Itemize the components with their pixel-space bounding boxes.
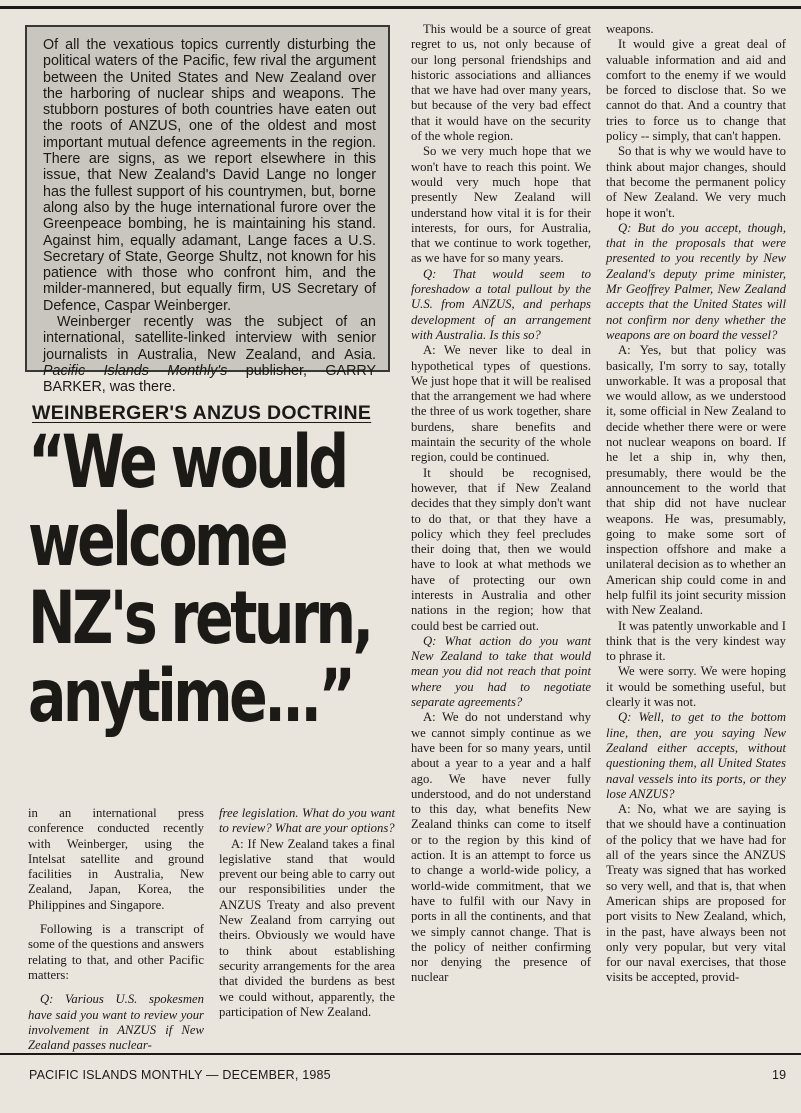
intro-publication-name: Pacific Islands Monthly's — [43, 362, 228, 379]
question: free legislation. What do you want to review? What are your options? — [219, 806, 395, 836]
paragraph: So we very much hope that we won't have to reach this point. We would very much hope that presently New Zealand will understand how vital it is for their interests, for ours, for Australia, that we continue to work together, as we have for so many years. — [411, 144, 591, 266]
article-column-3 — [411, 22, 591, 1048]
paragraph: It would give a great deal of valuable information and aid and comfort to the enemy if we would be forced to disclose that. So we cannot do that. And a country that tries to force us to change that policy -- simply, that can't happen. — [606, 37, 786, 144]
headline-line-3: NZ's return, — [28, 576, 371, 661]
article-column-4 — [606, 22, 786, 1048]
paragraph: This would be a source of great regret to us, not only because of our long personal friendships and historic associations and alliances that we have had over many years, but because of the very bad effect that it would have on the security of the whole region. — [411, 22, 591, 144]
intro-paragraph-1: Of all the vexatious topics currently disturbing the political waters of the Pacific, few rival the argument between the United States and New Zealand over the harboring of nuclear ships and weapons. The stubborn postures of both countries have eaten out the roots of ANZUS, one of the oldest and most important mutual defence agreements in the region. There are signs, as we report elsewhere in this issue, that New Zealand's David Lange no longer has the fullest support of his countrymen, but, borne along also by the huge international furore over the Greenpeace bombing, he is maintaining his stand. Against him, equally adamant, Lange faces a U.S. Secretary of State, George Shultz, not known for his patience with those who confront him, and the milder-mannered, but equally firm, US Secretary of Defence, Caspar Weinberger. — [43, 37, 376, 314]
question: Q: That would seem to foreshadow a total pullout by the U.S. from ANZUS, and perhaps development of an arrangement with Australia. Is this so? — [411, 266, 591, 342]
answer: A: Yes, but that policy was basically, I'm sorry to say, totally unworkable. It was a proposal that we would allow, as we understood it, some official in New Zealand to decide whether there were or were not nuclear weapons on board. If he let a ship in, why then, presumably, there would be the announcement to the world that that ship did not have nuclear weapons. He was, presumably, going to make some sort of inspection offshore and make a unilateral decision as to whether an American ship could come in and help fulfil its joint security mission with New Zealand. — [606, 343, 786, 618]
intro-text: Weinberger recently was the subject of an international, satellite-linked interview with senior journalists in Australia, New Zealand, and Asia. — [43, 314, 376, 363]
page-number: 19 — [772, 1068, 787, 1082]
paragraph: So that is why we would have to think about major changes, should that become the permanent policy of New Zealand. We very much hope it won't. — [606, 144, 786, 220]
paragraph: Following is a transcript of some of the questions and answers relating to that, and other Pacific matters: — [28, 922, 204, 982]
paragraph: weapons. — [606, 22, 654, 36]
bottom-rule — [0, 1053, 801, 1055]
intro-text-end: publisher, GARRY BARKER, was there. — [43, 362, 376, 396]
question: Q: What action do you want New Zealand to take that would mean you did not reach that point where you had to negotiate separate agreements? — [411, 633, 591, 710]
answer: A: If New Zealand takes a final legislative stand that would prevent our being able to carry out our responsibilities under the ANZUS Treaty and also prevent New Zealand from carrying out theirs. Obviously we would have to think about establishing security arrangements for the area that divided the burdens as best we could without, apparently, the participation of New Zealand. — [219, 836, 395, 1019]
answer: A: No, what we are saying is that we should have a continuation of the policy that we have had for all of the years since the ANZUS Treaty was signed that has worked so very well, and that is, that when American ships are proposed for port visits to New Zealand, which, in the past, have always been not only very popular, but very vital for our naval exercises, that those visits be accepted, provid- — [606, 802, 786, 985]
article-column-2 — [219, 806, 395, 1046]
headline-line-1: “We would — [28, 420, 346, 505]
paragraph: in an international press conference conducted recently with Weinberger, using the Intelsat satellite and ground facilities in Australia, New Zealand, Japan, Korea, the Philippines and Singapore. — [28, 806, 204, 912]
headline-line-4: anytime...” — [28, 654, 353, 739]
question: Q: But do you accept, though, that in the proposals that were presented to you recently by New Zealand's deputy prime minister, Mr Geoffrey Palmer, New Zealand accepts that the United States will not confirm nor deny whether the weapons are on board the vessel? — [606, 220, 786, 342]
answer: A: We do not understand why we cannot simply continue as we have been for so many years, until about a year to a year and a half ago. We have never fully understood, and do not understand to this day, what benefits New Zealand thinks can come to itself or to the region by this kind of action. It is an attempt to force us to change a world-wide policy, a world-wide commitment, that we have to fulfil with our Navy in ports in all the continents, and that we simply cannot change. That is the policy of neither confirming nor denying the presence of nuclear — [411, 710, 591, 985]
headline — [28, 420, 398, 739]
top-rule — [0, 6, 801, 9]
section-kicker: WEINBERGER'S ANZUS DOCTRINE — [32, 402, 372, 424]
answer: A: We never like to deal in hypothetical types of questions. We just hope that it will be realised that the arrangement we had where the three of us work together, share burdens, share benefits and maintain the security of the whole region, could be continued. — [411, 343, 591, 465]
article-column-1 — [28, 806, 204, 1053]
intro-paragraph-2 — [43, 314, 376, 395]
paragraph: We were sorry. We were hoping it would be something useful, but clearly it was not. — [606, 664, 786, 710]
footer-publication: PACIFIC ISLANDS MONTHLY — DECEMBER, 1985 — [29, 1068, 331, 1082]
question: Q: Various U.S. spokesmen have said you want to review your involvement in ANZUS if New Zealand passes nuclear- — [28, 992, 204, 1053]
question: Q: Well, to get to the bottom line, then, are you saying New Zealand either accepts, without questioning them, all United States naval vessels into its ports, or they lose ANZUS? — [606, 710, 786, 801]
paragraph: It was patently unworkable and I think that is the very kindest way to phrase it. — [606, 618, 786, 664]
intro-box — [25, 25, 390, 396]
headline-line-2: welcome — [28, 498, 285, 583]
paragraph: It should be recognised, however, that if New Zealand decides that they simply don't want to do that, or that they have a policy which they feel precludes their doing that, then we would have to look at what methods we have of protecting our own interests in Australia and other nations in the region; how that could best be carried out. — [411, 465, 591, 633]
